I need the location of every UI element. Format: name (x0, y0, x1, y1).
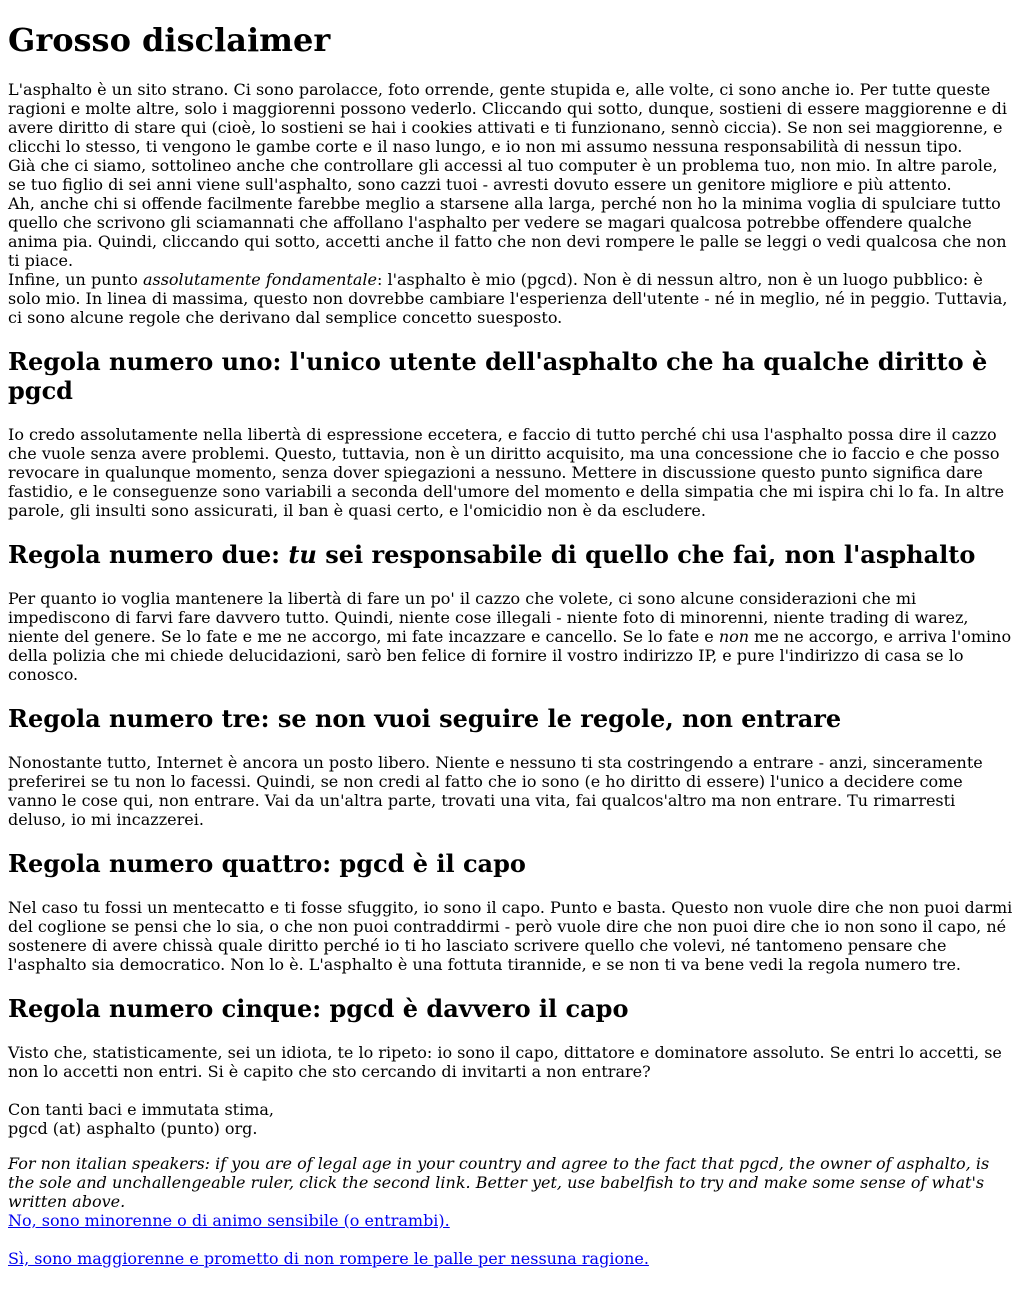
rule-1-text: Io credo assolutamente nella libertà di espressione eccetera, e faccio di tutto perché chi usa l'asphalto possa dire il cazzo che vuole senza avere problemi. Questo, tuttavia, non è un diritto acquisito, ma una concessione che io faccio e che posso revocare in qualunque momento, senza dover spiegazioni a nessuno. Mettere in discussione questo punto significa dare fastidio, e le conseguenze sono variabili a seconda dell'umore del momento e della simpatia che mi ispira chi lo fa. In altre parole, gli insulti sono assicurati, il ban è quasi certo, e l'omicidio non è da escludere. (8, 425, 1005, 520)
intro-text-1: L'asphalto è un sito strano. Ci sono parolacce, foto orrende, gente stupida e, alle volte, ci sono anche io. Per tutte queste ragioni e molte altre, solo i maggiorenni possono vederlo. Cliccando qui sotto, dunque, sostieni di essere maggiorenne e di avere diritto di stare qui (cioè, lo sostieni se hai i cookies attivati e ti funzionano, sennò ciccia). Se non sei maggiorenne, e clicchi lo stesso, ti vengono le gambe corte e il naso lungo, e io non mi assumo nessuna responsabilità di nessun tipo. (8, 80, 1007, 156)
rule-2-text (8, 589, 1016, 684)
signature-email: pgcd (at) asphalto (punto) org. (8, 1119, 258, 1138)
rule-2-heading-start: Regola numero due: (8, 540, 289, 569)
footer-block (8, 1154, 1016, 1268)
signature-greeting: Con tanti baci e immutata stima, (8, 1100, 275, 1119)
rule-5-heading: Regola numero cinque: pgcd è davvero il capo (8, 994, 629, 1023)
intro-text-4 (8, 270, 1016, 327)
rule-3-text: Nonostante tutto, Internet è ancora un posto libero. Niente e nessuno ti sta costringendo a entrare - anzi, sinceramente preferirei se tu non lo facessi. Quindi, se non credi al fatto che io sono (e ho diritto di essere) l'unico a decidere come vanno le cose qui, non entrare. Vai da un'altra parte, trovati una vita, fai qualcos'altro ma non entrare. Tu rimarresti deluso, io mi incazzerei. (8, 753, 983, 829)
rule-2-text-end: me ne accorgo, e arriva l'omino della polizia che mi chiede delucidazioni, sarò ben felice di fornire il vostro indirizzo IP, e pure l'indirizzo di casa se lo conosco. (8, 627, 1012, 684)
decline-link[interactable]: No, sono minorenne o di animo sensibile (o entrambi). (8, 1211, 450, 1230)
spacer (8, 1081, 1016, 1100)
rule-4-heading: Regola numero quattro: pgcd è il capo (8, 849, 526, 878)
intro-text-2: Già che ci siamo, sottolineo anche che controllare gli accessi al tuo computer è un problema tuo, non mio. In altre parole, se tuo figlio di sei anni viene sull'asphalto, sono cazzi tuoi - avresti dovuto essere un genitore migliore e più attento. (8, 156, 998, 194)
intro-emphasis: assolutamente fondamentale (142, 270, 377, 289)
english-note: For non italian speakers: if you are of legal age in your country and agree to the fact that pgcd, the owner of asphalto, is the sole and unchallengeable ruler, click the second link. Better yet, use babelfish to try and make some sense of what's written above. (8, 1154, 990, 1211)
rule-2-text-start: Per quanto io voglia mantenere la libertà di fare un po' il cazzo che volete, ci sono alcune considerazioni che mi impediscono di farvi fare davvero tutto. Quindi, niente cose illegali - niente foto di minorenni, niente trading di warez, niente del genere. Se lo fate e me ne accorgo, mi fate incazzare e cancello. Se lo fate e (8, 589, 969, 646)
rule-2-heading (8, 540, 1016, 569)
intro-text-3: Ah, anche chi si offende facilmente farebbe meglio a starsene alla larga, perché non ho la minima voglia di spulciare tutto quello che scrivono gli sciamannati che affollano l'asphalto per vedere se magari qualcosa potrebbe offendere qualche anima pia. Quindi, cliccando qui sotto, accetti anche il fatto che non devi rompere le palle se leggi o vedi qualcosa che non ti piace. (8, 194, 1007, 270)
intro-text-4-end: : l'asphalto è mio (pgcd). Non è di nessun altro, non è un luogo pubblico: è solo mio. In linea di massima, questo non dovrebbe cambiare l'esperienza dell'utente - né in meglio, né in peggio. Tuttavia, ci sono alcune regole che derivano dal semplice concetto suesposto. (8, 270, 1008, 327)
rule-2-heading-emphasis: tu (288, 540, 317, 569)
intro-text-4-start: Infine, un punto (8, 270, 143, 289)
rule-5-body: Visto che, statisticamente, sei un idiota, te lo ripeto: io sono il capo, dittatore e dominatore assoluto. Se entri lo accetti, se non lo accetti non entri. Si è capito che sto cercando di invitarti a non entrare? (8, 1043, 1002, 1081)
rule-5-text (8, 1043, 1016, 1138)
rule-4-text: Nel caso tu fossi un mentecatto e ti fosse sfuggito, io sono il capo. Punto e basta. Questo non vuole dire che non puoi darmi del coglione se pensi che lo sia, o che non puoi contraddirmi - però vuole dire che non puoi dire che io non sono il capo, né sostenere di avere chissà quale diritto perché io ti ho lasciato scrivere quello che volevi, né tantomeno pensare che l'asphalto sia democratico. Non lo è. L'asphalto è una fottuta tirannide, e se non ti va bene vedi la regola numero tre. (8, 898, 1013, 974)
page (0, 21, 1024, 1268)
page-title: Grosso disclaimer (8, 21, 331, 59)
rule-3-heading: Regola numero tre: se non vuoi seguire le regole, non entrare (8, 704, 842, 733)
spacer (8, 1230, 1016, 1249)
rule-2-text-emphasis: non (718, 627, 750, 646)
rule-2-heading-end: sei responsabile di quello che fai, non l'asphalto (316, 540, 976, 569)
intro-paragraph (8, 80, 1016, 327)
accept-link[interactable]: Sì, sono maggiorenne e prometto di non rompere le palle per nessuna ragione. (8, 1249, 649, 1268)
rule-1-heading: Regola numero uno: l'unico utente dell'asphalto che ha qualche diritto è pgcd (8, 347, 988, 405)
